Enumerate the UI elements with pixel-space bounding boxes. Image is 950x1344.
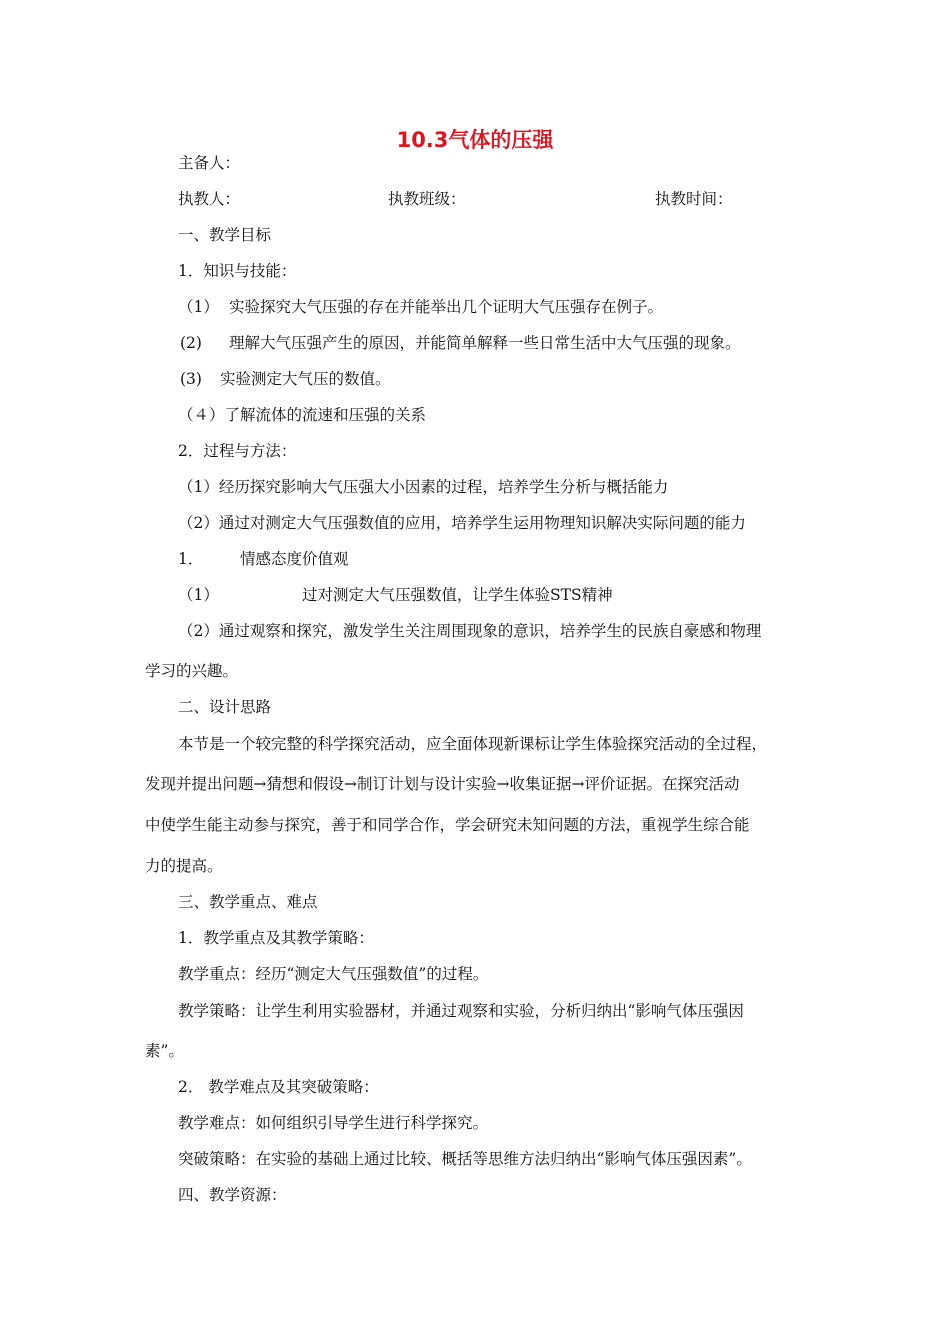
- emotion-item-2-line-1: （2）通过观察和探究，激发学生关注周围现象的意识，培养学生的民族自豪感和物理: [178, 622, 762, 640]
- key-points-heading: 三、教学重点、难点: [178, 893, 318, 911]
- knowledge-item-4: （４）了解流体的流速和压强的关系: [178, 406, 427, 424]
- key-point-2-heading: 2． 教学难点及其突破策略：: [178, 1078, 379, 1096]
- knowledge-item-2-text: 理解大气压强产生的原因，并能简单解释一些日常生活中大气压强的现象。: [229, 334, 741, 352]
- knowledge-item-1-number: （1）: [178, 298, 219, 316]
- time-label: 执教时间：: [655, 190, 733, 208]
- emotion-heading: 情感态度价值观: [240, 550, 349, 568]
- document-title: 10.3气体的压强: [396, 128, 554, 152]
- key-point-1-heading: 1．教学重点及其教学策略：: [178, 929, 374, 947]
- knowledge-item-3-text: 实验测定大气压的数值。: [220, 370, 391, 388]
- emotion-item-1-number: （1）: [178, 586, 219, 604]
- resources-heading: 四、教学资源：: [178, 1186, 287, 1204]
- class-label: 执教班级：: [388, 190, 466, 208]
- emotion-number: 1．: [178, 550, 204, 568]
- design-paragraph-line-4: 力的提高。: [145, 857, 223, 875]
- teacher-label: 执教人：: [178, 190, 241, 208]
- design-paragraph-line-3: 中使学生能主动参与探究，善于和同学合作，学会研究未知问题的方法，重视学生综合能: [145, 816, 750, 834]
- design-heading: 二、设计思路: [178, 698, 272, 716]
- process-item-2: （2）通过对测定大气压强数值的应用，培养学生运用物理知识解决实际问题的能力: [178, 514, 746, 532]
- goals-heading: 一、教学目标: [178, 226, 272, 244]
- process-heading: 2．过程与方法：: [178, 442, 297, 460]
- key-point-2-strategy: 突破策略：在实验的基础上通过比较、概括等思维方法归纳出“影响气体压强因素”。: [178, 1150, 752, 1168]
- knowledge-item-1-text: 实验探究大气压强的存在并能举出几个证明大气压强存在例子。: [229, 298, 664, 316]
- knowledge-heading: 1．知识与技能：: [178, 262, 297, 280]
- preparer-label: 主备人：: [178, 154, 241, 172]
- knowledge-item-3-number: (3): [180, 370, 202, 388]
- design-paragraph-line-1: 本节是一个较完整的科学探究活动，应全面体现新课标让学生体验探究活动的全过程，: [178, 735, 768, 753]
- knowledge-item-2-number: (2): [180, 334, 202, 352]
- process-item-1: （1）经历探究影响大气压强大小因素的过程，培养学生分析与概括能力: [178, 478, 669, 496]
- key-point-1-strategy-line-1: 教学策略：让学生利用实验器材，并通过观察和实验，分析归纳出“影响气体压强因: [178, 1002, 744, 1020]
- emotion-item-2-line-2: 学习的兴趣。: [145, 662, 239, 680]
- key-point-2-difficulty: 教学难点：如何组织引导学生进行科学探究。: [178, 1114, 489, 1132]
- emotion-item-1-text: 过对测定大气压强数值，让学生体验STS精神: [302, 586, 613, 604]
- key-point-1-strategy-line-2: 素”。: [145, 1042, 184, 1060]
- key-point-1-focus: 教学重点：经历“测定大气压强数值”的过程。: [178, 965, 489, 983]
- design-paragraph-line-2: 发现并提出问题→猜想和假设→制订计划与设计实验→收集证据→评价证据。在探究活动: [145, 775, 740, 793]
